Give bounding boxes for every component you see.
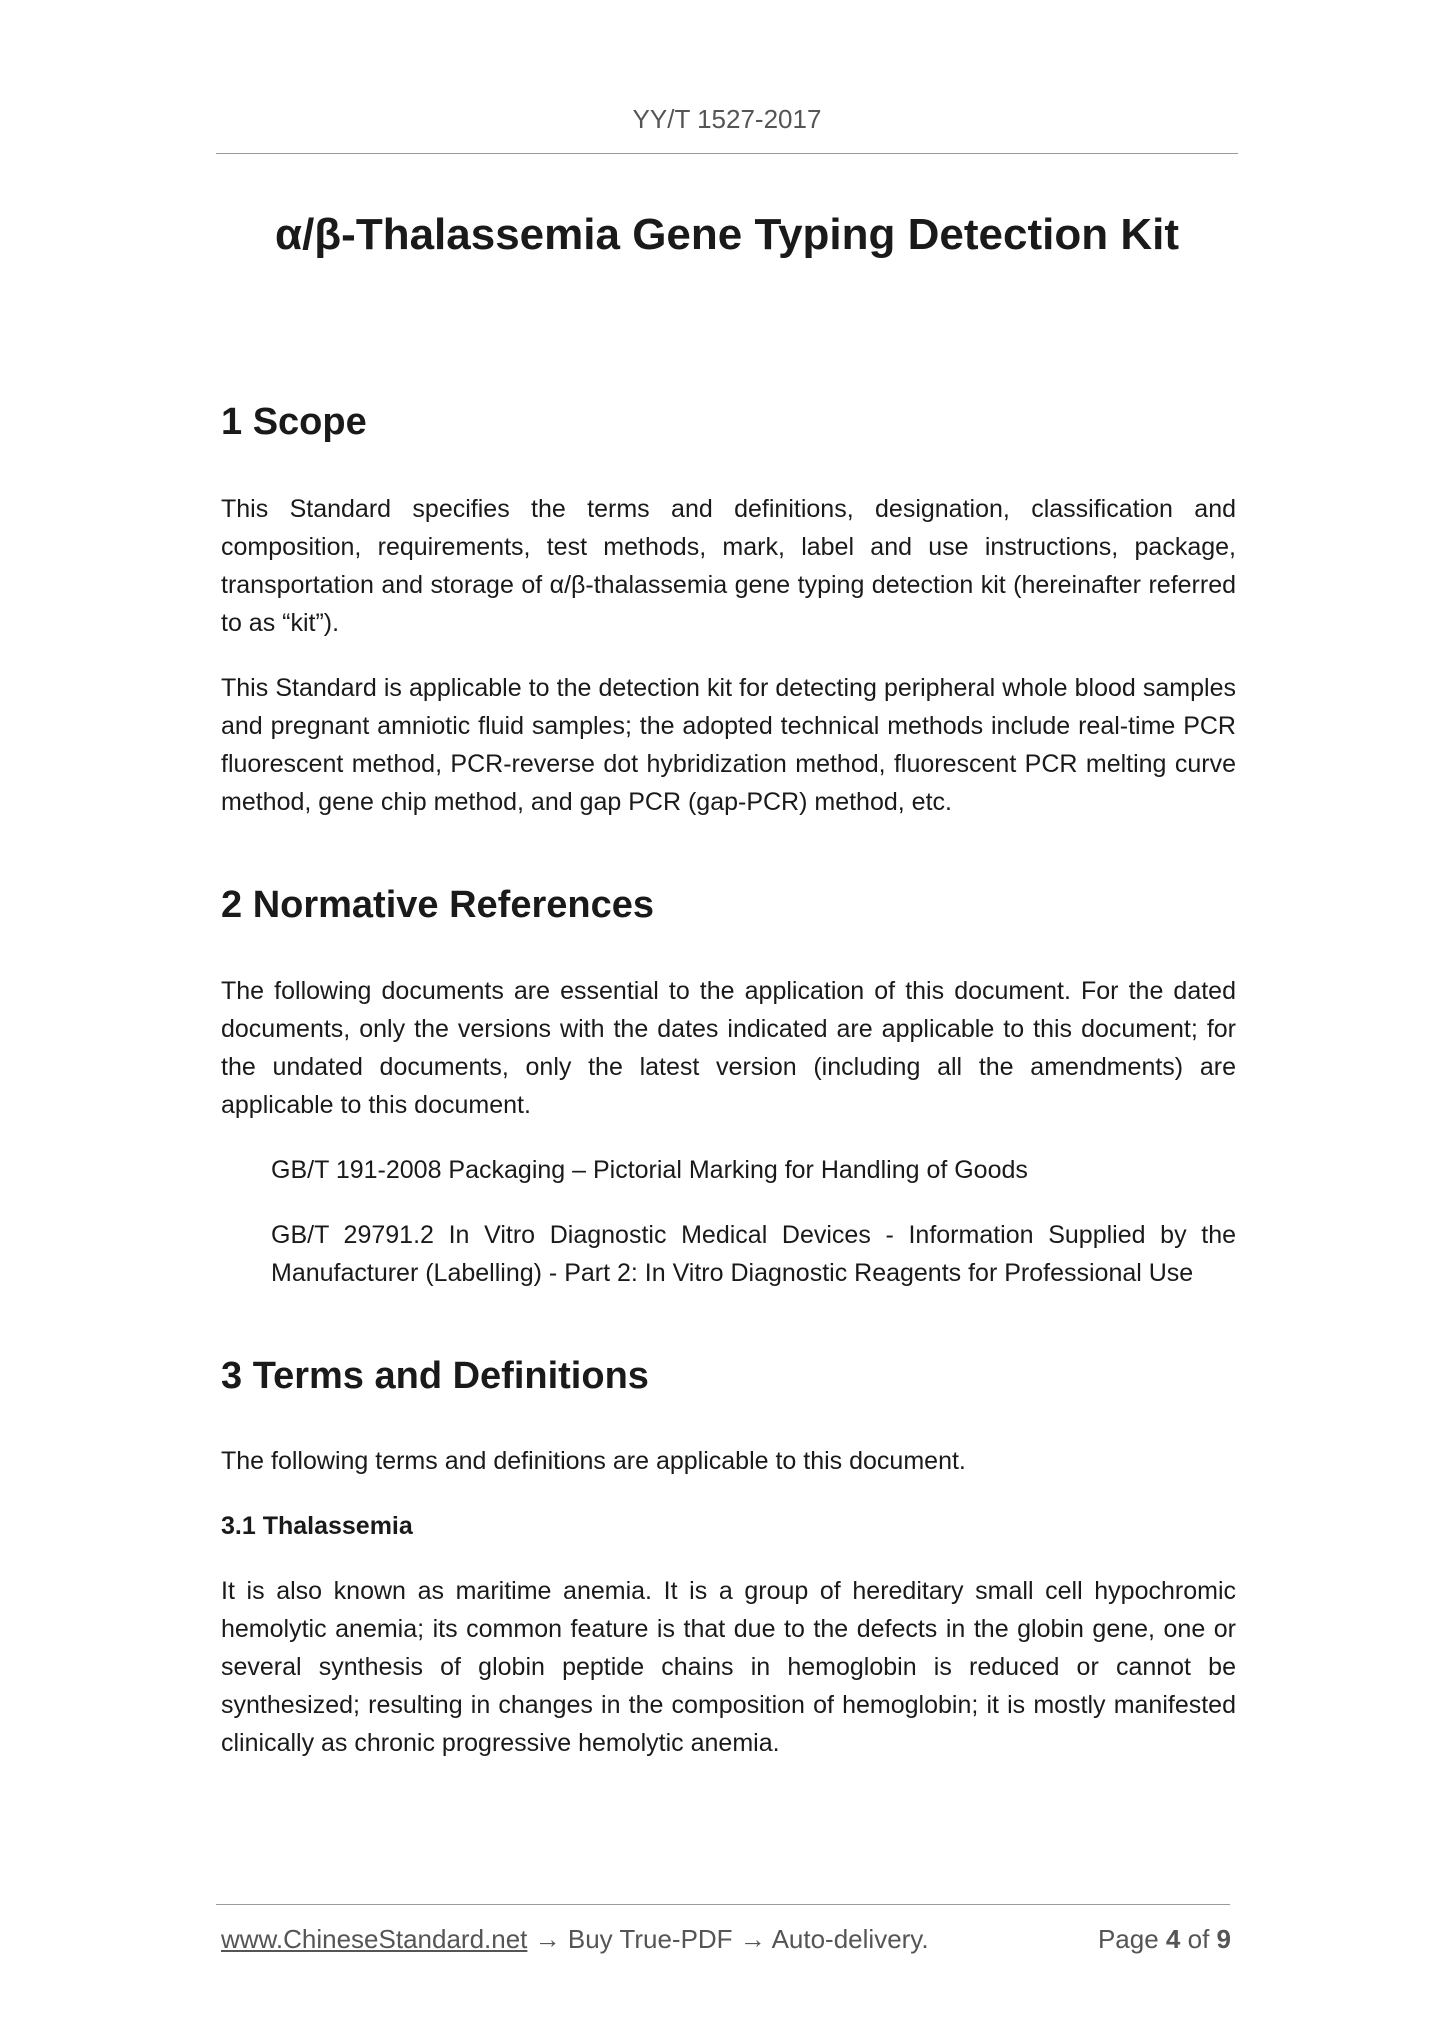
reference-item: GB/T 191-2008 Packaging – Pictorial Marking for Handling of Goods: [271, 1156, 1028, 1185]
footer-promo: [221, 1924, 929, 1955]
site-link[interactable]: www.ChineseStandard.net: [221, 1924, 528, 1954]
references-intro: The following documents are essential to the application of this document. For the dated documents, only the versions with the dates indicated are applicable to this document; for the undated documents, only the latest version (including all the amendments) are applicable to this document.: [221, 977, 1236, 1120]
section-heading-references: 2 Normative References: [221, 883, 654, 926]
section-heading-terms: 3 Terms and Definitions: [221, 1355, 649, 1398]
page-footer: [221, 1924, 1231, 1955]
terms-intro: The following terms and definitions are applicable to this document.: [221, 1446, 966, 1475]
document-body: [221, 400, 1236, 1762]
section-heading-scope: 1 Scope: [221, 401, 367, 443]
page-label: Page: [1097, 1924, 1159, 1954]
header-divider: [216, 153, 1238, 154]
term-definition: It is also known as maritime anemia. It is a group of hereditary small cell hypochromic hemolytic anemia; its common feature is that due to the defects in the globin gene, one or several synthesis of globin peptide chains in hemoglobin is reduced or cannot be synthesized; resulting in changes in the composition of hemoglobin; it is mostly manifested clinically as chronic progressive hemolytic anemia.: [221, 1576, 1236, 1757]
page-indicator: [1098, 1924, 1231, 1955]
page-current: 4: [1165, 1924, 1181, 1954]
reference-item: GB/T 29791.2 In Vitro Diagnostic Medical Devices - Information Supplied by the Manufacturer (Labelling) - Part 2: In Vitro Diagnostic Reagents for Professional Use: [271, 1221, 1236, 1288]
footer-tagline: → Buy True-PDF → Auto-delivery.: [527, 1924, 929, 1954]
page-total: 9: [1216, 1924, 1231, 1954]
page-of-label: of: [1187, 1924, 1210, 1954]
term-heading: 3.1 Thalassemia: [221, 1511, 413, 1540]
scope-paragraph: This Standard is applicable to the detection kit for detecting peripheral whole blood samples and pregnant amniotic fluid samples; the adopted technical methods include real-time PCR fluorescent method, PCR-reverse dot hybridization method, fluorescent PCR melting curve method, gene chip method, and gap PCR (gap-PCR) method, etc.: [221, 673, 1236, 816]
document-code: YY/T 1527-2017: [632, 104, 822, 134]
footer-divider: [216, 1904, 1230, 1905]
document-title: α/β-Thalassemia Gene Typing Detection Kit: [275, 210, 1179, 259]
scope-paragraph: This Standard specifies the terms and definitions, designation, classification and composition, requirements, test methods, mark, label and use instructions, package, transportation and storage of α/β-thalassemia gene typing detection kit (hereinafter referred to as “kit”).: [221, 494, 1236, 637]
